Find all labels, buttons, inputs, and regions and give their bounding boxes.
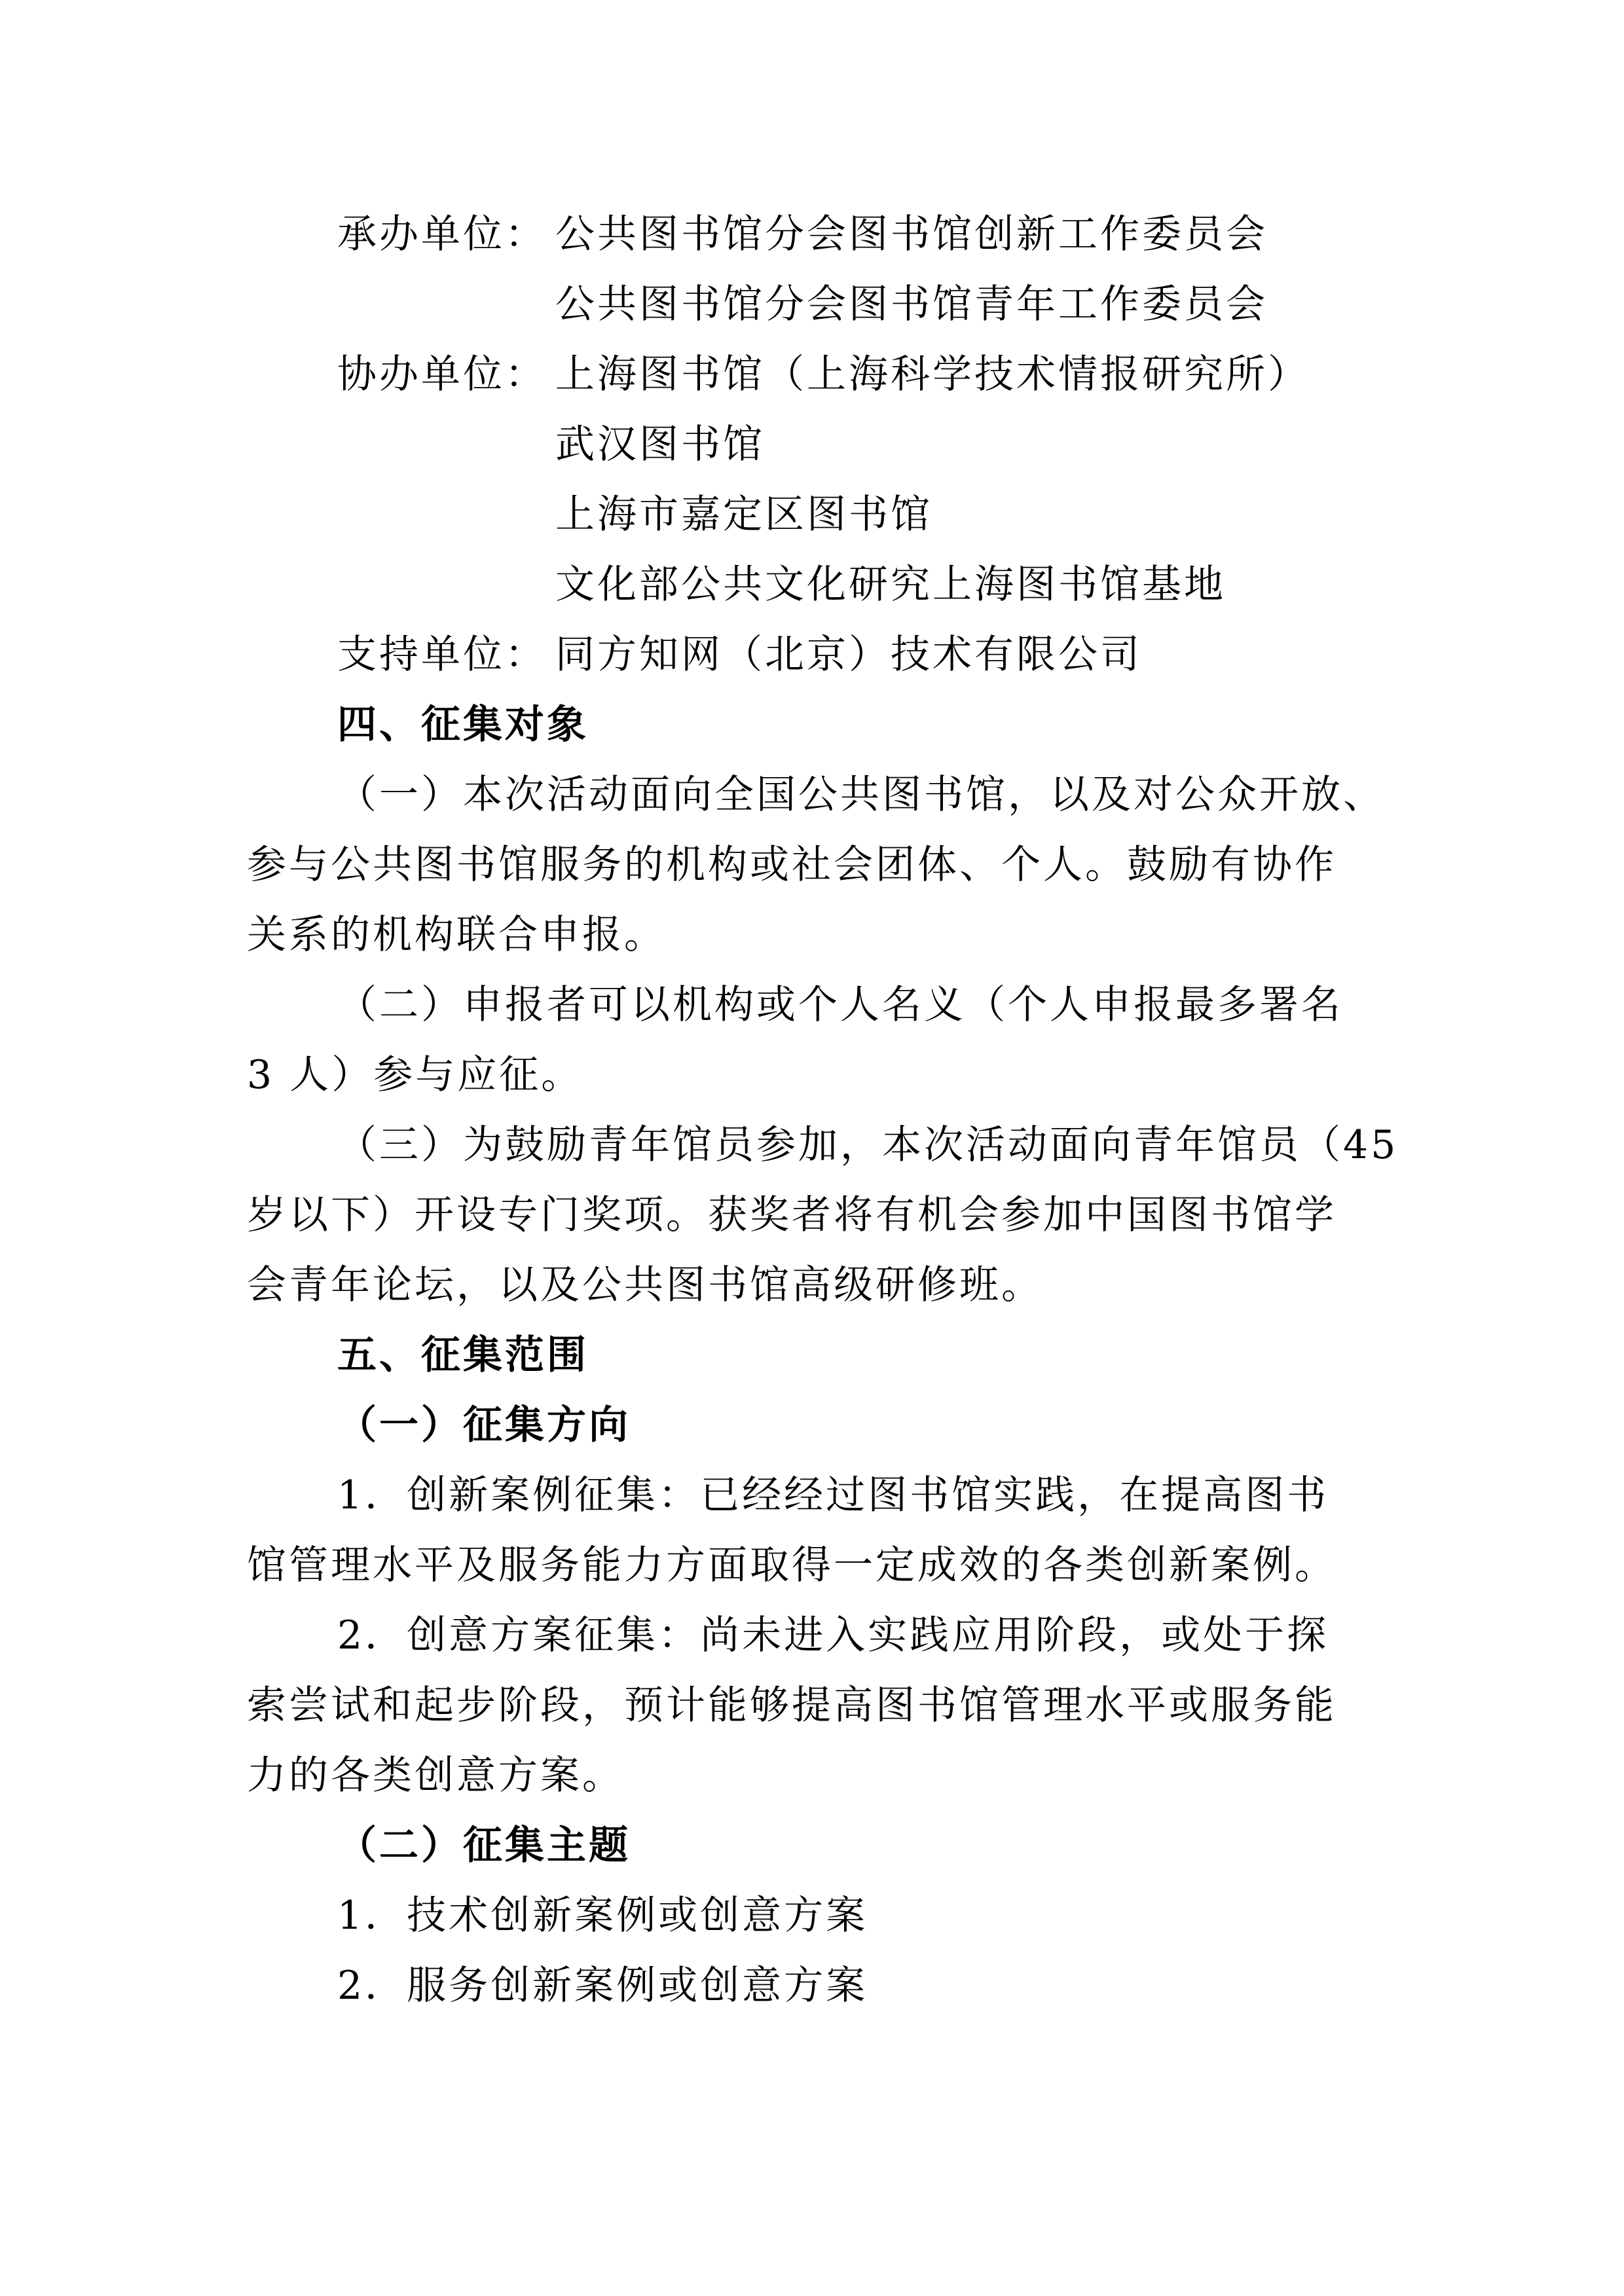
co-organizer-2: 武汉图书馆 bbox=[555, 422, 765, 467]
section-5-heading: 五、征集范围 bbox=[337, 1332, 589, 1378]
support-unit-1: 同方知网（北京）技术有限公司 bbox=[555, 632, 1142, 678]
section-4-para-2-line-2: 3 人）参与应征。 bbox=[247, 1052, 583, 1098]
co-organizer-label: 协办单位： bbox=[337, 352, 547, 397]
section-5-item-1-line-1: 1．创新案例征集：已经经过图书馆实践，在提高图书 bbox=[337, 1472, 1329, 1518]
section-5-item-1-line-2: 馆管理水平及服务能力方面取得一定成效的各类创新案例。 bbox=[247, 1542, 1337, 1588]
section-4-para-1-line-2: 参与公共图书馆服务的机构或社会团体、个人。鼓励有协作 bbox=[247, 842, 1337, 888]
section-5-sub-2-heading: （二）征集主题 bbox=[337, 1823, 631, 1868]
host-unit-1: 公共图书馆分会图书馆创新工作委员会 bbox=[555, 211, 1268, 257]
section-4-para-1-line-3: 关系的机构联合申报。 bbox=[247, 912, 666, 958]
co-organizer-1: 上海图书馆（上海科学技术情报研究所） bbox=[555, 352, 1310, 397]
co-organizer-4: 文化部公共文化研究上海图书馆基地 bbox=[555, 562, 1226, 608]
support-label: 支持单位： bbox=[337, 632, 547, 678]
section-5-item-2-line-2: 索尝试和起步阶段，预计能够提高图书馆管理水平或服务能 bbox=[247, 1683, 1337, 1728]
section-5-topic-2: 2．服务创新案例或创意方案 bbox=[337, 1963, 868, 2009]
section-4-para-3-line-2: 岁以下）开设专门奖项。获奖者将有机会参加中国图书馆学 bbox=[247, 1192, 1337, 1238]
section-5-item-2-line-3: 力的各类创意方案。 bbox=[247, 1753, 624, 1798]
host-label: 承办单位： bbox=[337, 211, 547, 257]
section-5-topic-1: 1．技术创新案例或创意方案 bbox=[337, 1893, 868, 1939]
co-organizer-3: 上海市嘉定区图书馆 bbox=[555, 492, 932, 538]
section-4-heading: 四、征集对象 bbox=[337, 702, 589, 748]
host-unit-2: 公共图书馆分会图书馆青年工作委员会 bbox=[555, 282, 1268, 327]
section-5-item-2-line-1: 2．创意方案征集：尚未进入实践应用阶段，或处于探 bbox=[337, 1613, 1329, 1658]
section-4-para-1-line-1: （一）本次活动面向全国公共图书馆，以及对公众开放、 bbox=[337, 772, 1385, 818]
section-4-para-2-line-1: （二）申报者可以机构或个人名义（个人申报最多署名 bbox=[337, 982, 1343, 1028]
section-4-para-3-line-1: （三）为鼓励青年馆员参加，本次活动面向青年馆员（45 bbox=[337, 1122, 1399, 1168]
section-4-para-3-line-3: 会青年论坛，以及公共图书馆高级研修班。 bbox=[247, 1262, 1043, 1308]
section-5-sub-1-heading: （一）征集方向 bbox=[337, 1402, 631, 1448]
